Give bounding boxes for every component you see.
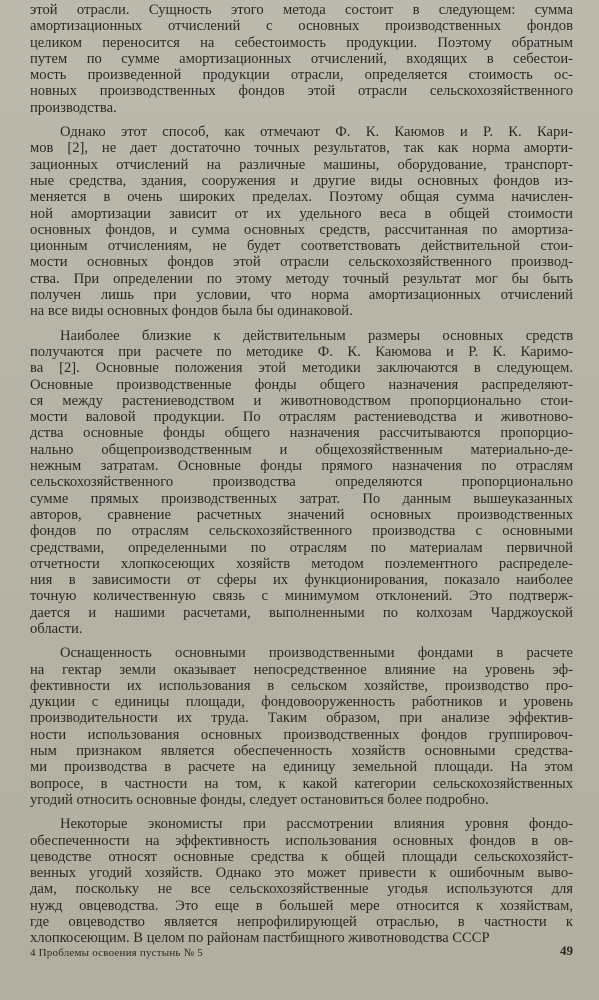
paragraph-gap — [30, 116, 573, 124]
text-line: фективности их использования в сельском хозяйстве, производство про- — [30, 677, 573, 694]
text-line: мости валовой продукции. По отраслям растениеводства и животново- — [30, 409, 573, 426]
paragraph-p2 — [30, 124, 573, 320]
text-line: ные средства, здания, сооружения и другие виды основных фондов из- — [30, 172, 573, 189]
text-line: Основные производственные фонды общего назначения распределяют- — [30, 376, 573, 393]
text-line: ной амортизации зависит от их удельного веса в общей стоимости — [30, 205, 573, 222]
text-line: Однако этот способ, как отмечают Ф. К. Каюмов и Р. К. Кари- — [60, 124, 573, 141]
text-line: мость произведенной продукции отрасли, определяется стоимость ос- — [30, 67, 573, 84]
text-line: мов [2], не дает достаточно точных результатов, так как норма аморти- — [30, 140, 573, 157]
text-line: этой отрасли. Сущность этого метода состоит в следующем: сумма — [30, 2, 573, 18]
text-line: цеводстве относят основные средства к общей площади сельскохозяйст- — [30, 848, 573, 865]
text-line: меняется в очень широких пределах. Поэтому общая сумма начислен- — [30, 189, 573, 206]
text-line: ния в зависимости от сферы их функционирования, показало наиболее — [30, 572, 573, 589]
paragraph-p3 — [30, 328, 573, 638]
text-line: на все виды основных фондов была бы одинаковой. — [30, 303, 353, 320]
text-line: точную количественную связь с минимумом отклонений. Это подтверж- — [30, 588, 573, 605]
text-line: авторов, сравнение расчетных значений основных производственных — [30, 506, 573, 523]
text-line: обеспеченности на эффективность использования основных фондов в ов- — [30, 832, 573, 849]
text-line: производительности их труда. Таким образом, при анализе эффектив- — [30, 710, 573, 727]
paragraph-gap — [30, 808, 573, 816]
paragraph-gap — [30, 320, 573, 328]
text-line: области. — [30, 620, 83, 637]
text-line: дается и нашими расчетами, выполненными по колхозам Чарджоуской — [30, 604, 573, 621]
text-line: зационных отчислений на различные машины, оборудование, транспорт- — [30, 156, 573, 173]
text-line: мости основных фондов этой отрасли сельскохозяйственного производ- — [30, 254, 573, 271]
text-line: получаются при расчете по методике Ф. К. Каюмова и Р. К. Каримо- — [30, 343, 573, 360]
paragraph-p5 — [30, 816, 573, 946]
text-line: угодий относить основные фонды, следует остановиться более подробно. — [30, 791, 489, 808]
text-line: амортизационных отчислений с основных производственных фондов — [30, 18, 573, 35]
text-line: средствами, определенными по отраслям по материалам первичной — [30, 539, 573, 556]
paragraph-p4 — [30, 645, 573, 808]
text-line: производства. — [30, 99, 117, 116]
text-line: хлопкосеющим. В целом по районам пастбищного животноводства СССР — [30, 930, 490, 947]
text-line: сельскохозяйственного производства определяются пропорционально — [30, 474, 573, 491]
text-line: Наиболее близкие к действительным размеры основных средств — [60, 327, 573, 344]
text-line: Оснащенность основными производственными фондами в расчете — [60, 645, 573, 662]
text-line: дам, поскольку не все сельскохозяйственные угодья используются для — [30, 881, 573, 898]
page-number: 49 — [560, 943, 573, 958]
text-line: где овцеводство является непрофилирующей отраслью, в частности к — [30, 914, 573, 931]
text-line: дукции с единицы площади, фондовооруженность работников и уровень — [30, 694, 573, 711]
text-line: ва [2]. Основные положения этой методики заключаются в следующем. — [30, 360, 573, 377]
running-footer: 4 Проблемы освоения пустынь № 5 — [30, 947, 203, 959]
text-line: фондов по отраслям сельскохозяйственного производства с основными — [30, 523, 573, 540]
text-line: нежным затратам. Основные фонды прямого назначения по отраслям — [30, 458, 573, 475]
text-line: новных производственных фондов этой отрасли сельскохозяйственного — [30, 83, 573, 100]
text-line: на гектар земли оказывает непосредственное влияние на уровень эф- — [30, 661, 573, 678]
text-line: ства. При определении по этому методу точный результат мог бы быть — [30, 270, 573, 287]
text-line: Некоторые экономисты при рассмотрении влияния уровня фондо- — [60, 816, 573, 833]
text-line: основных фондов, и сумма основных средств, рассчитанная по амортиза- — [30, 221, 573, 238]
text-line: отчетности хлопкосеющих хозяйств методом поэлементного распределе- — [30, 555, 573, 572]
text-line: нально общепроизводственным и общехозяйственным материально-де- — [30, 441, 573, 458]
body-text — [30, 2, 573, 947]
paragraph-gap — [30, 637, 573, 645]
text-line: сумме прямых производственных затрат. По данным вышеуказанных — [30, 490, 573, 507]
text-line: дства основные фонды общего назначения рассчитываются пропорцио- — [30, 425, 573, 442]
text-line: венных угодий хозяйств. Однако это может привести к ошибочным выво- — [30, 865, 573, 882]
text-line: нужд овцеводства. Это еще в большей мере относится к хозяйствам, — [30, 897, 573, 914]
text-line: путем по сумме амортизационных отчислений, входящих в себестои- — [30, 50, 573, 67]
text-line: ми производства в расчете на единицу земельной площади. На этом — [30, 759, 573, 776]
text-line: получен лишь при условии, что норма амортизационных отчислений — [30, 287, 573, 304]
text-line: ным признаком является обеспеченность хозяйств основными средства- — [30, 743, 573, 760]
text-line: вопросе, в частности на том, к какой категории сельскохозяйственных — [30, 775, 573, 792]
text-line: ся между растениеводством и животноводством пропорционально стои- — [30, 392, 573, 409]
text-line: ционным отчислениям, не будет соответствовать действительной стои- — [30, 238, 573, 255]
text-line: целиком переносится на себестоимость продукции. Поэтому обратным — [30, 34, 573, 51]
paragraph-p1 — [30, 2, 573, 116]
text-line: ности использования основных производственных фондов группировоч- — [30, 726, 573, 743]
